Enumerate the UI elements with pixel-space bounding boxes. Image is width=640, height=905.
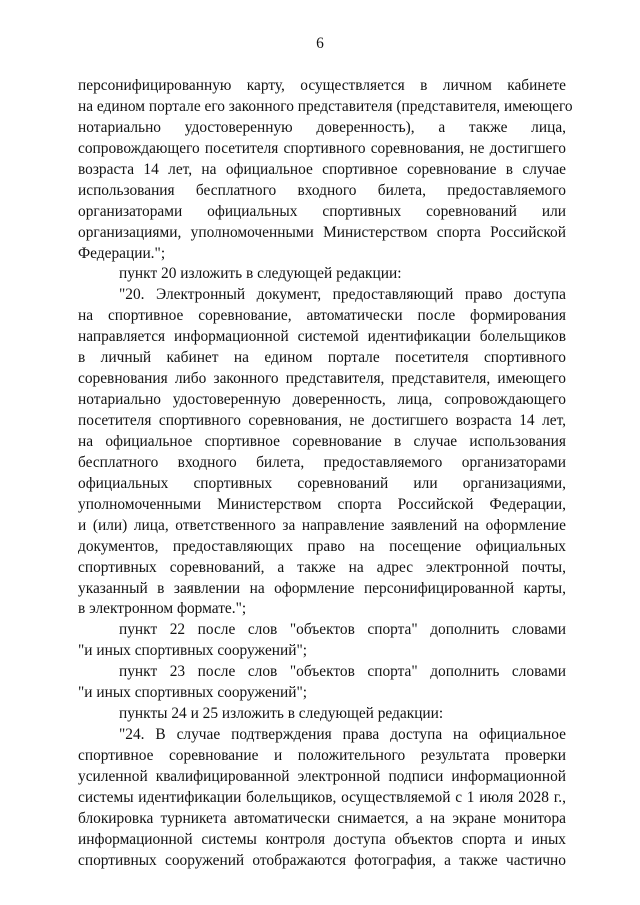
text-line: блокировка турникета автоматически снимается, а на экране монитора <box>78 809 566 827</box>
text-line: "24. В случае подтверждения права доступа на официальное <box>119 726 566 744</box>
text-line: Федерации."; <box>78 244 166 262</box>
text-line: в электронном формате."; <box>78 600 247 618</box>
text-line: и (или) лица, ответственного за направление заявлений на оформление <box>78 516 566 534</box>
text-line: уполномоченными Министерством спорта Российской Федерации, <box>78 495 566 513</box>
text-line: организациями, уполномоченными Министерством спорта Российской <box>78 223 566 241</box>
text-line: информационной системы контроля доступа объектов спорта и иных <box>78 830 566 848</box>
text-line: "20. Электронный документ, предоставляющий право доступа <box>119 286 566 304</box>
text-line: использования бесплатного входного билета, предоставляемого <box>78 181 566 199</box>
text-line: на официальное спортивное соревнование в случае использования <box>78 432 566 450</box>
text-line: пункт 22 после слов "объектов спорта" дополнить словами <box>119 621 566 639</box>
page-number: 6 <box>316 35 324 52</box>
text-line: сопровождающего посетителя спортивного соревнования, не достигшего <box>78 139 566 157</box>
text-line: пункт 23 после слов "объектов спорта" дополнить словами <box>119 663 566 681</box>
document-body <box>78 76 573 872</box>
text-line: "и иных спортивных сооружений"; <box>78 642 308 660</box>
text-line: соревнования либо законного представителя, представителя, имеющего <box>78 370 566 388</box>
text-line: на спортивное соревнование, автоматически после формирования <box>78 307 566 325</box>
text-line: спортивное соревнование и положительного результата проверки <box>78 747 566 764</box>
text-line: нотариально удостоверенную доверенность, лица, сопровождающего <box>78 391 566 409</box>
text-line: персонифицированную карту, осуществляется в личном кабинете <box>78 77 566 94</box>
text-line: документов, предоставляющих право на посещение официальных <box>78 537 566 555</box>
text-line: в личный кабинет на едином портале посетителя спортивного <box>78 349 566 367</box>
text-line: "и иных спортивных сооружений"; <box>78 684 308 702</box>
text-line: указанный в заявлении на оформление персонифицированной карты, <box>78 579 566 597</box>
text-line: организаторами официальных спортивных соревнований или <box>78 202 566 220</box>
text-line: пункт 20 изложить в следующей редакции: <box>119 265 402 283</box>
text-line: возраста 14 лет, на официальное спортивное соревнование в случае <box>78 160 566 178</box>
text-line: системы идентификации болельщиков, осуществляемой с 1 июля 2028 г., <box>78 788 566 806</box>
text-line: пункты 24 и 25 изложить в следующей редакции: <box>119 705 444 723</box>
text-line: усиленной квалифицированной электронной подписи информационной <box>78 767 566 785</box>
text-line: на едином портале его законного представителя (представителя, имеющего <box>78 97 573 115</box>
text-line: бесплатного входного билета, предоставляемого организаторами <box>78 453 566 471</box>
text-line: спортивных сооружений отображаются фотография, а также частично <box>78 851 566 869</box>
text-line: посетителя спортивного соревнования, не достигшего возраста 14 лет, <box>78 412 566 429</box>
text-line: спортивных соревнований, а также на адрес электронной почты, <box>78 558 566 576</box>
text-line: нотариально удостоверенную доверенность), а также лица, <box>78 118 566 136</box>
text-line: официальных спортивных соревнований или организациями, <box>78 474 566 492</box>
text-line: направляется информационной системой идентификации болельщиков <box>78 328 566 346</box>
